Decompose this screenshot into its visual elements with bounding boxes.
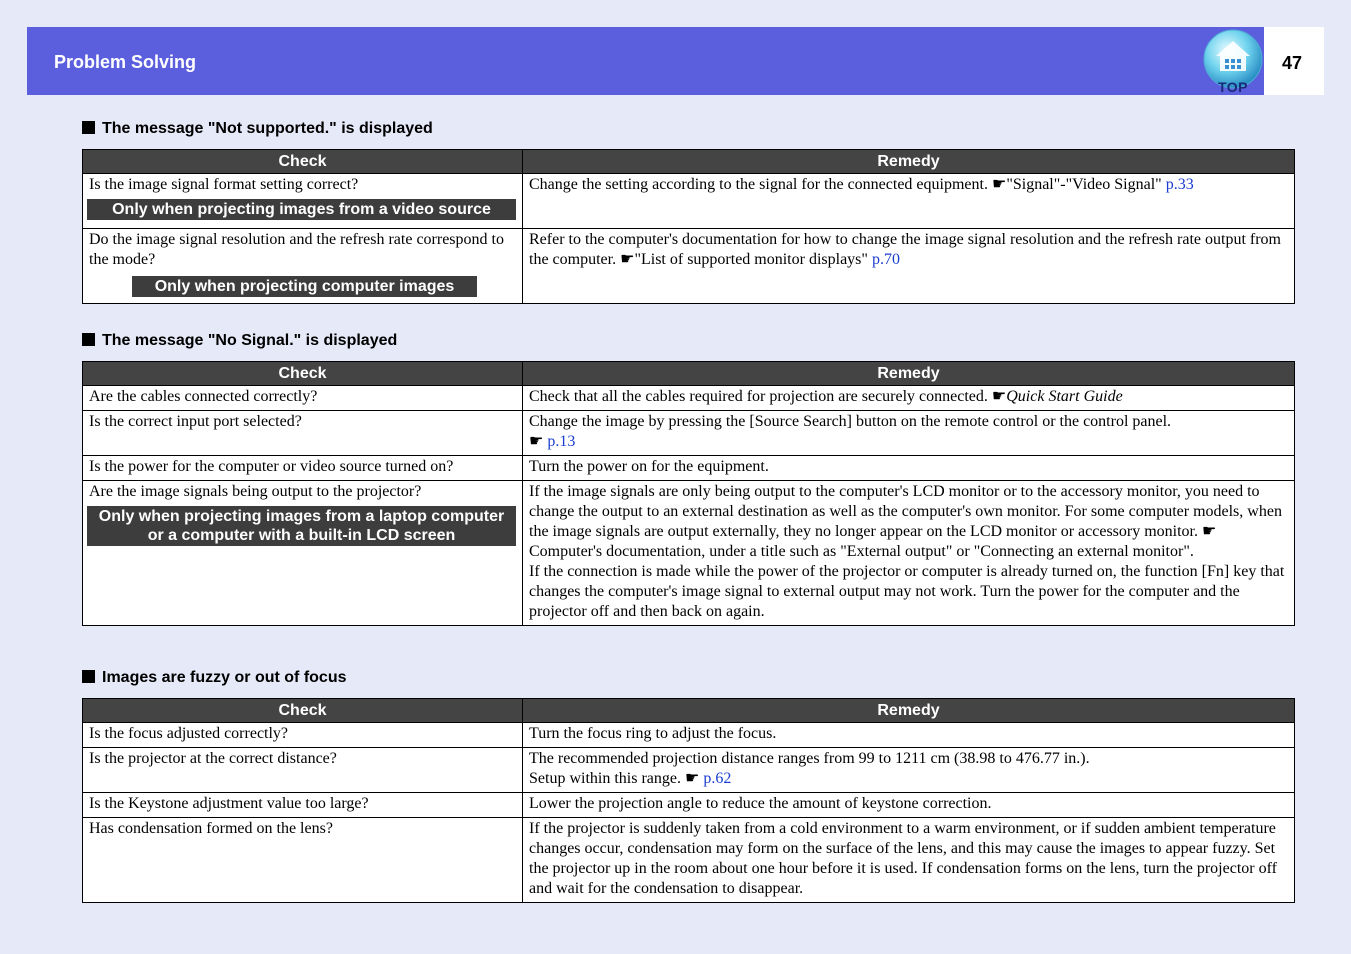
pointing-hand-icon: ☛ xyxy=(991,388,1007,405)
square-bullet-icon xyxy=(82,121,95,134)
troubleshooting-table xyxy=(82,361,1295,626)
page-link[interactable]: p.13 xyxy=(547,433,576,450)
table-header-row xyxy=(83,150,1295,174)
header-title: Problem Solving xyxy=(54,52,197,72)
column-header-check: Check xyxy=(83,150,523,174)
check-cell: Is the projector at the correct distance? xyxy=(83,748,523,793)
remedy-cell: The recommended projection distance ranges from 99 to 1211 cm (38.98 to 476.77 in.). Setup within this range. ☛ p.62 xyxy=(523,748,1295,793)
top-button[interactable] xyxy=(1202,29,1264,95)
pointing-hand-icon: ☛ xyxy=(991,176,1007,193)
pointing-hand-icon: ☛ xyxy=(529,433,544,450)
page-number: 47 xyxy=(1281,53,1303,73)
page-link[interactable]: p.33 xyxy=(1165,176,1194,193)
page-number-box xyxy=(1264,27,1324,95)
check-cell: Has condensation formed on the lens? xyxy=(83,818,523,903)
page-link[interactable]: p.62 xyxy=(703,770,732,787)
column-header-remedy: Remedy xyxy=(523,150,1295,174)
table-row xyxy=(83,229,1295,304)
check-cell: Is the power for the computer or video source turned on? xyxy=(83,456,523,481)
table-row xyxy=(83,793,1295,818)
remedy-cell: If the projector is suddenly taken from a cold environment to a warm environment, or if sudden ambient temperature changes occur, condensation may form on the surface of the lens, and this may cause the images to appear fuzzy. Set the projector up in the room about one hour before it is used. If condensation forms on the lens, turn the projector off and wait for the condensation to disappear. xyxy=(523,818,1295,903)
section-heading: The message "Not supported." is displayed xyxy=(82,119,1295,141)
section-heading: Images are fuzzy or out of focus xyxy=(82,668,1295,690)
table-row xyxy=(83,456,1295,481)
section-fuzzy-images xyxy=(82,668,1295,903)
table-header-row xyxy=(83,699,1295,723)
table-row xyxy=(83,174,1295,229)
remedy-cell: Check that all the cables required for projection are securely connected. ☛Quick Start Guide xyxy=(523,386,1295,411)
check-cell: Is the focus adjusted correctly? xyxy=(83,723,523,748)
table-row xyxy=(83,481,1295,626)
remedy-cell: Refer to the computer's documentation for how to change the image signal resolution and the refresh rate output from the computer. ☛"List of supported monitor displays" p.70 xyxy=(523,229,1295,304)
check-cell: Are the cables connected correctly? xyxy=(83,386,523,411)
condition-note: Only when projecting images from a laptop computer or a computer with a built-in LCD screen xyxy=(87,506,516,546)
remedy-cell: Change the setting according to the signal for the connected equipment. ☛"Signal"-"Video Signal" p.33 xyxy=(523,174,1295,229)
square-bullet-icon xyxy=(82,670,95,683)
check-cell: Is the correct input port selected? xyxy=(83,411,523,456)
condition-note: Only when projecting computer images xyxy=(132,276,477,297)
troubleshooting-table xyxy=(82,149,1295,304)
pointing-hand-icon: ☛ xyxy=(620,251,635,268)
pointing-hand-icon: ☛ xyxy=(684,770,700,787)
remedy-cell: If the image signals are only being output to the computer's LCD monitor or to the accessory monitor, you need to change the output to an external destination as well as the computer's own monitor. For some computer models, when the image signals are output externally, they no longer appear on the LCD monitor or accessory monitor. ☛Computer's documentation, under a title such as "External output" or "Connecting an external monitor". If the connection is made while the power of the projector or computer is already turned on, the function [Fn] key that changes the computer's image signal to external output may not work. Turn the power for the computer and the projector off and then back on again. xyxy=(523,481,1295,626)
top-label: TOP xyxy=(1217,79,1249,95)
table-row xyxy=(83,411,1295,456)
pointing-hand-icon: ☛ xyxy=(1202,523,1217,540)
section-no-signal xyxy=(82,331,1295,626)
column-header-check: Check xyxy=(83,362,523,386)
troubleshooting-table xyxy=(82,698,1295,903)
column-header-check: Check xyxy=(83,699,523,723)
section-heading: The message "No Signal." is displayed xyxy=(82,331,1295,353)
remedy-cell: Lower the projection angle to reduce the amount of keystone correction. xyxy=(523,793,1295,818)
section-not-supported xyxy=(82,119,1295,304)
column-header-remedy: Remedy xyxy=(523,699,1295,723)
table-header-row xyxy=(83,362,1295,386)
column-header-remedy: Remedy xyxy=(523,362,1295,386)
document-reference: Quick Start Guide xyxy=(1006,388,1123,405)
square-bullet-icon xyxy=(82,333,95,346)
check-cell: Is the Keystone adjustment value too large? xyxy=(83,793,523,818)
condition-note: Only when projecting images from a video source xyxy=(87,199,516,220)
page-link[interactable]: p.70 xyxy=(871,251,900,268)
remedy-cell: Turn the focus ring to adjust the focus. xyxy=(523,723,1295,748)
check-cell: Are the image signals being output to the projector? Only when projecting images from a laptop computer or a computer with a built-in LCD screen xyxy=(83,481,523,626)
check-cell: Is the image signal format setting correct? Only when projecting images from a video source xyxy=(83,174,523,229)
page-header xyxy=(27,27,1264,95)
remedy-cell: Change the image by pressing the [Source Search] button on the remote control or the control panel. ☛ p.13 xyxy=(523,411,1295,456)
table-row xyxy=(83,748,1295,793)
table-row xyxy=(83,723,1295,748)
table-row xyxy=(83,818,1295,903)
table-row xyxy=(83,386,1295,411)
check-cell: Do the image signal resolution and the refresh rate correspond to the mode? Only when projecting computer images xyxy=(83,229,523,304)
remedy-cell: Turn the power on for the equipment. xyxy=(523,456,1295,481)
